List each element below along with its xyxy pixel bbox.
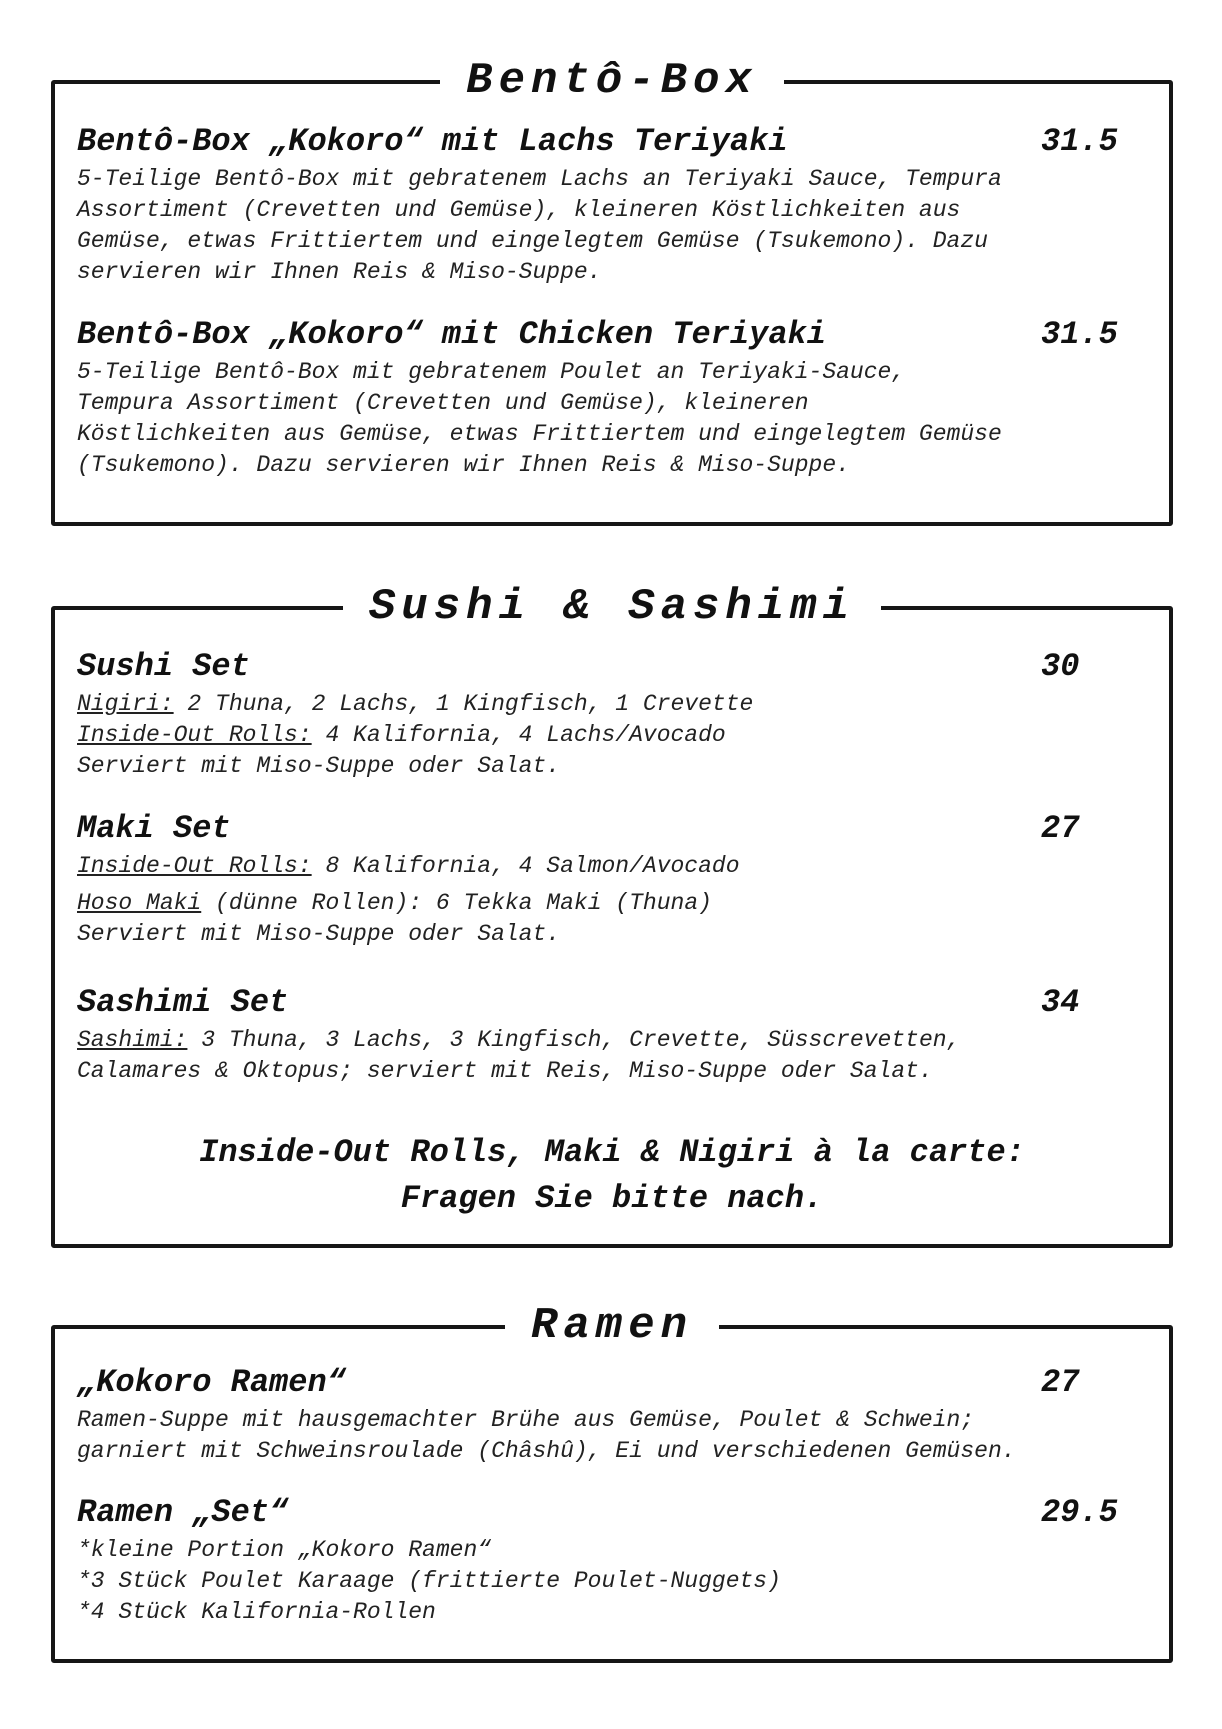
item-name: „Kokoro Ramen“: [77, 1364, 346, 1401]
a-la-carte-note: [55, 1130, 1169, 1222]
sushi-section-title: Sushi & Sashimi: [343, 576, 881, 638]
item-price: 34: [1041, 984, 1080, 1021]
item-price: 27: [1041, 1364, 1080, 1401]
item-desc-line: *4 Stück Kalifornia-Rollen: [77, 1599, 436, 1625]
item-desc-line: garniert mit Schweinsroulade (Châshû), Ei und verschiedenen Gemüsen.: [77, 1438, 1016, 1464]
item-desc-text: 2 Thuna, 2 Lachs, 1 Kingfisch, 1 Crevette: [173, 691, 754, 717]
item-desc-line: [77, 851, 1149, 882]
item-desc-line: Tempura Assortiment (Crevetten und Gemüse), kleineren: [77, 390, 809, 416]
item-desc-line: [77, 689, 1149, 720]
item-desc-line: 5-Teilige Bentô-Box mit gebratenem Poulet an Teriyaki-Sauce,: [77, 359, 906, 385]
item-desc-text: (dünne Rollen): 6 Tekka Maki (Thuna): [201, 890, 712, 916]
item-name: Maki Set: [77, 810, 231, 847]
item-desc-line: [77, 751, 1149, 782]
bento-section-title: Bentô-Box: [440, 50, 784, 112]
item-desc-text: 4 Kalifornia, 4 Lachs/Avocado: [311, 722, 726, 748]
item-price: 29.5: [1041, 1494, 1118, 1531]
item-desc-line: (Tsukemono). Dazu servieren wir Ihnen Reis & Miso-Suppe.: [77, 452, 850, 478]
ramen-section: [51, 1301, 1173, 1663]
menu-item-ramen-set: [77, 1491, 1149, 1628]
note-line: Fragen Sie bitte nach.: [400, 1180, 824, 1217]
item-price: 31.5: [1041, 316, 1118, 353]
item-desc-label: Inside-Out Rolls:: [77, 722, 312, 748]
item-desc-line: Assortiment (Crevetten und Gemüse), kleineren Köstlichkeiten aus: [77, 197, 961, 223]
item-desc-text: Serviert mit Miso-Suppe oder Salat.: [77, 753, 561, 779]
menu-item-kokoro-ramen: [77, 1361, 1149, 1467]
menu-item-bento-lachs: [77, 120, 1149, 288]
menu-item-sashimi-set: [77, 981, 1149, 1087]
item-desc-line: 5-Teilige Bentô-Box mit gebratenem Lachs an Teriyaki Sauce, Tempura: [77, 166, 1002, 192]
item-price: 30: [1041, 648, 1080, 685]
sushi-section: [51, 582, 1173, 1248]
note-line: Inside-Out Rolls, Maki & Nigiri à la carte:: [199, 1134, 1025, 1171]
item-desc-line: *kleine Portion „Kokoro Ramen“: [77, 1537, 492, 1563]
item-price: 27: [1041, 810, 1080, 847]
item-name: Bentô-Box „Kokoro“ mit Lachs Teriyaki: [77, 123, 788, 160]
item-desc-text: Serviert mit Miso-Suppe oder Salat.: [77, 921, 561, 947]
item-desc-line: [77, 1056, 1149, 1087]
item-desc-label: Nigiri:: [77, 691, 174, 717]
item-desc-label: Sashimi:: [77, 1027, 188, 1053]
item-desc-text: Calamares & Oktopus; serviert mit Reis, Miso-Suppe oder Salat.: [77, 1058, 933, 1084]
item-name: Sushi Set: [77, 648, 250, 685]
ramen-section-title: Ramen: [505, 1295, 719, 1357]
item-desc-line: Gemüse, etwas Frittiertem und eingelegtem Gemüse (Tsukemono). Dazu: [77, 228, 988, 254]
menu-item-bento-chicken: [77, 313, 1149, 481]
menu-item-sushi-set: [77, 645, 1149, 782]
item-desc-line: [77, 1025, 1149, 1056]
item-desc-line: Köstlichkeiten aus Gemüse, etwas Frittiertem und eingelegtem Gemüse: [77, 421, 1002, 447]
item-desc-label: Inside-Out Rolls:: [77, 853, 312, 879]
item-desc-text: 8 Kalifornia, 4 Salmon/Avocado: [311, 853, 740, 879]
item-desc-label: Hoso Maki: [77, 890, 202, 916]
item-desc-text: 3 Thuna, 3 Lachs, 3 Kingfisch, Crevette, Süsscrevetten,: [187, 1027, 961, 1053]
item-desc-line: [77, 919, 1149, 950]
item-name: Bentô-Box „Kokoro“ mit Chicken Teriyaki: [77, 316, 826, 353]
bento-section: [51, 56, 1173, 526]
item-desc-line: Ramen-Suppe mit hausgemachter Brühe aus Gemüse, Poulet & Schwein;: [77, 1407, 975, 1433]
item-name: Ramen „Set“: [77, 1494, 289, 1531]
menu-item-maki-set: [77, 807, 1149, 950]
item-price: 31.5: [1041, 123, 1118, 160]
item-name: Sashimi Set: [77, 984, 289, 1021]
item-desc-line: [77, 720, 1149, 751]
item-desc-line: [77, 888, 1149, 919]
item-desc-line: servieren wir Ihnen Reis & Miso-Suppe.: [77, 259, 602, 285]
item-desc-line: *3 Stück Poulet Karaage (frittierte Poulet-Nuggets): [77, 1568, 781, 1594]
